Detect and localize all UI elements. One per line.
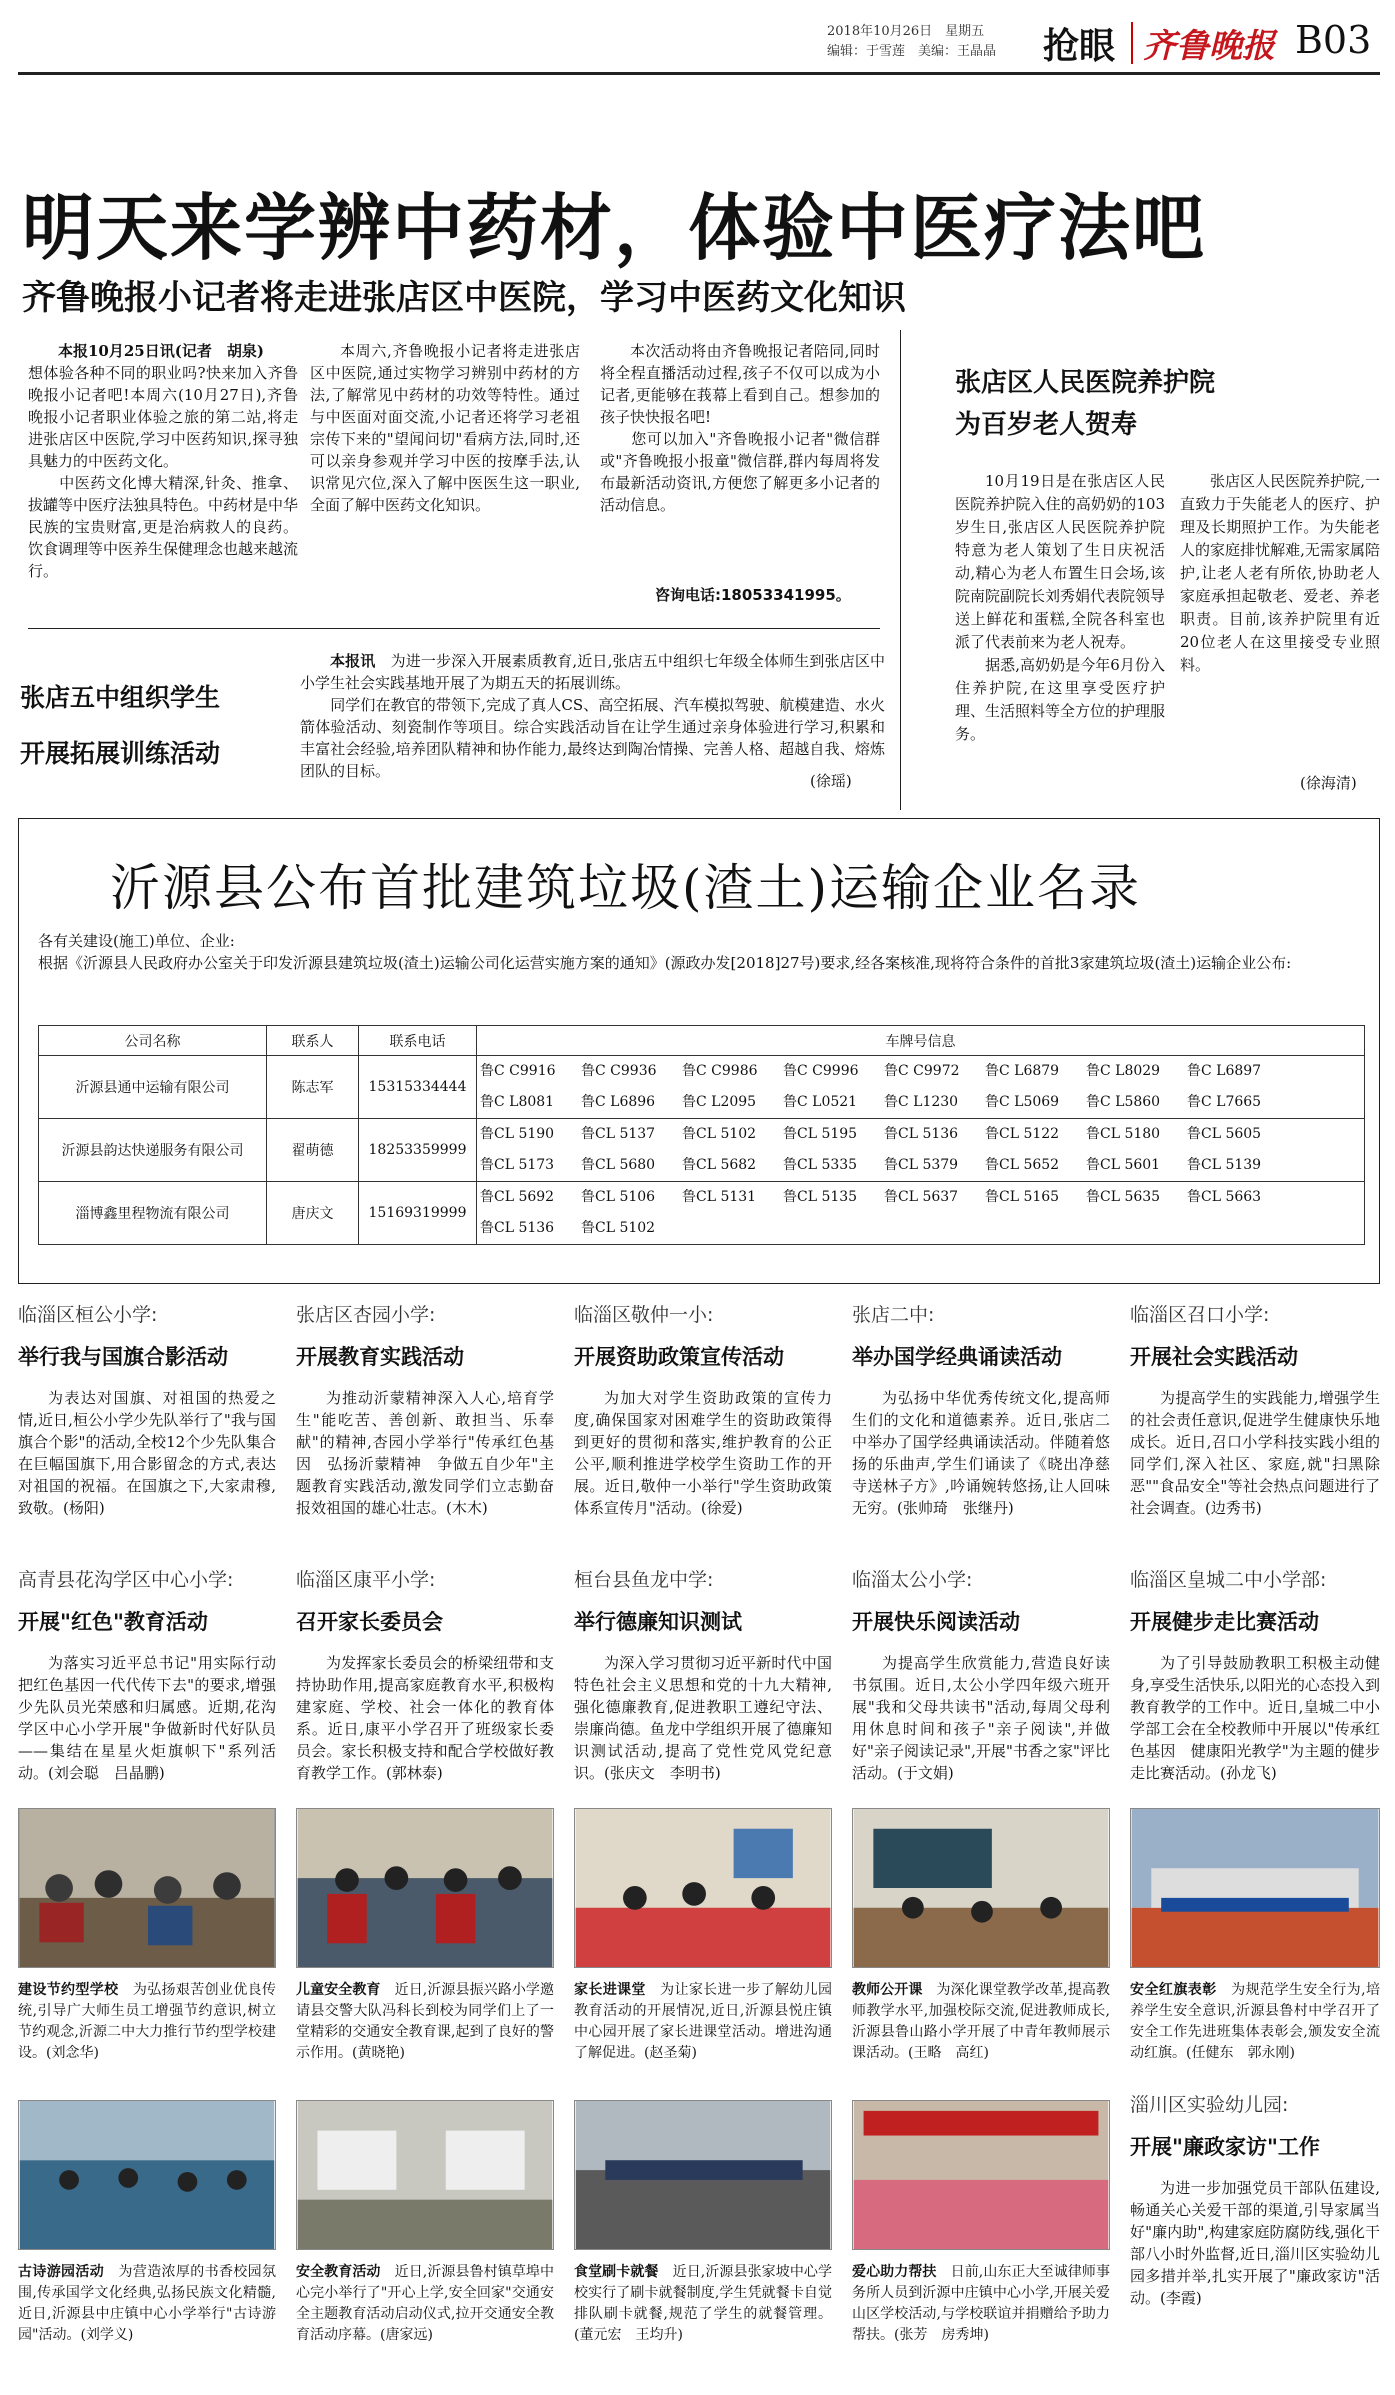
plate: 鲁C L6879 [985,1063,1060,1079]
brief-item [852,1565,1110,1822]
plate: 鲁CL 5122 [985,1126,1060,1142]
contact-phone: 15315334444 [359,1056,477,1119]
hospital-c2: 据悉,高奶奶是今年6月份入住养护院,在这里享受医疗护理、生活照料等全方位的护理服务。 [955,656,1165,743]
plate: 鲁CL 5102 [682,1126,757,1142]
plate: 鲁CL 5635 [1086,1189,1161,1205]
hospital-c1: 10月19日是在张店区人民医院养护院入住的高奶奶的103岁生日,张店区人民医院养护院特意为老人策划了生日庆祝活动,精心为老人布置生日会场,该院南院副院长刘秀娟代表院领导送上鲜花和蛋糕,全院各科室也派了代表前来为老人祝寿。 [955,472,1165,651]
plate: 鲁C L8081 [480,1094,555,1110]
lead-col1 [28,340,298,610]
brief-text: 为提高学生的实践能力,增强学生的社会责任意识,促进学生健康快乐地成长。近日,召口小学科技实践小组的同学们,深入社区、家庭,就"扫黑除恶""食品安全"等社会热点问题进行了社会调查。(边秀书) [1130,1389,1380,1517]
caption-lead: 食堂刷卡就餐 [574,2264,659,2280]
plate: 鲁C L0521 [783,1094,858,1110]
plate: 鲁CL 5173 [480,1157,555,1173]
hospital-title1: 张店区人民医院养护院 [955,368,1216,398]
caption-lead: 教师公开课 [852,1982,923,1998]
brief-school: 临淄区敬仲一小: [574,1304,714,1326]
th-plates: 车牌号信息 [477,1026,1365,1056]
brief-item [1130,1300,1380,1537]
zd5-title2: 开展拓展训练活动 [20,739,221,768]
hospital-divider [900,330,901,810]
zd5-text2: 同学们在教官的带领下,完成了真人CS、高空拓展、汽车模拟驾驶、航模建造、水火箭体验活动、刻瓷制作等项目。综合实践活动旨在让学生通过亲身体验进行学习,积累和丰富社会经验,培养团队精神和协作能力,最终达到陶冶情操、完善人格、超越自我、熔炼团队的目标。 [300,696,885,780]
caption-text: 为让家长进一步了解幼儿园教育活动的开展情况,近日,沂源县悦庄镇中心园开展了家长进课堂活动。增进沟通了解促进。(赵圣菊) [574,1982,832,2061]
plate-list [477,1056,1365,1119]
plate: 鲁C C9916 [480,1063,556,1079]
plate: 鲁CL 5190 [480,1126,555,1142]
plate: 鲁CL 5106 [581,1189,656,1205]
company-name: 淄博鑫里程物流有限公司 [39,1182,267,1245]
table-header [39,1026,1365,1056]
plate: 鲁CL 5637 [884,1189,959,1205]
brief-title: 召开家长委员会 [296,1610,443,1634]
caption-lead: 儿童安全教育 [296,1982,381,1998]
photo-canteen [574,2100,832,2250]
brief-text: 为表达对国旗、对祖国的热爱之情,近日,桓公小学少先队举行了"我与国旗合个影"的活动,全校12个少先队集合在巨幅国旗下,用合影留念的方式,表达对祖国的祝福。在国旗之下,大家肃穆,致敬。(杨阳) [18,1389,276,1517]
caption-lead: 古诗游园活动 [18,2264,105,2280]
brief-text: 为弘扬中华优秀传统文化,提高师生们的文化和道德素养。近日,张店二中举办了国学经典诵读活动。伴随着悠扬的乐曲声,学生们诵读了《晓出净慈寺送林子方》,吟诵婉转悠扬,让人回味无穷。(张帅琦 张继丹) [852,1389,1110,1517]
plate-list [477,1182,1365,1245]
caption-lead: 家长进课堂 [574,1982,646,1998]
hospital-author: (徐海清) [1300,774,1357,792]
lead-p4: 本次活动将由齐鲁晚报记者陪同,同时将全程直播活动过程,孩子不仅可以成为小记者,更能够在莪幕上看到自己。想参加的孩子快快报名吧! [600,342,880,426]
plate: 鲁C C9972 [884,1063,960,1079]
header-divider [1131,22,1133,64]
th-contact: 联系人 [267,1026,359,1056]
plate: 鲁CL 5663 [1187,1189,1262,1205]
notice-text: 根据《沂源县人民政府办公室关于印发沂源县建筑垃圾(渣土)运输公司化运营实施方案的通知》(源政办发[2018]27号)要求,经各案核准,现将符合条件的首批3家建筑垃圾(渣土)运输企业公布: [38,954,1292,972]
caption-text: 为弘扬艰苦创业优良传统,引导广大师生员工增强节约意识,树立节约观念,沂源二中大力推行节约型学校建设。(刘念华) [18,1982,276,2061]
plate: 鲁CL 5379 [884,1157,959,1173]
hospital-col1 [955,470,1165,810]
brief-item [296,1565,554,1822]
brief-school: 临淄区召口小学: [1130,1304,1270,1326]
hospital-c3: 张店区人民医院养护院,一直致力于失能老人的医疗、护理及长期照护工作。为失能老人的家庭排忧解难,无需家属陪护,让老人老有所依,协助老人家庭承担起敬老、爱老、养老职责。目前,该养护院里有近20位老人在这里接受专业照料。 [1180,472,1380,674]
zd5-title1: 张店五中组织学生 [20,683,221,712]
caption-text: 日前,山东正大至诚律师事务所人员到沂源中庄镇中心小学,开展关爱山区学校活动,与学校联谊并捐赠给予助力帮扶。(张芳 房秀坤) [852,2264,1110,2343]
plate-list [477,1119,1365,1182]
photo-caption [18,2262,276,2387]
photo-caption [574,1980,832,2070]
photo-parent-class [574,1808,832,1968]
brief-title: 开展快乐阅读活动 [852,1610,1020,1634]
table-row [39,1056,1365,1119]
table-row [39,1119,1365,1182]
hospital-title2: 为百岁老人贺寿 [955,410,1138,440]
brief-text: 为了引导鼓励教职工积极主动健身,享受生活快乐,以阳光的心态投入到教育教学的工作中。近日,皇城二中小学部工会在全校教师中开展以"传承红色基因 健康阳光教学"为主题的健步走比赛活动。(孙龙飞) [1130,1654,1380,1782]
brief-text: 为发挥家长委员会的桥梁纽带和支持协助作用,提高家庭教育水平,积极构建家庭、学校、社会一体化的教育体系。近日,康平小学召开了班级家长委员会。家长积极支持和配合学校做好教育教学工作。(郭林泰) [296,1654,554,1782]
photo-caption [852,1980,1110,2070]
zd5-text: 为进一步深入开展素质教育,近日,张店五中组织七年级全体师生到张店区中小学生社会实践基地开展了为期五天的拓展训练。 [300,652,885,692]
plate: 鲁C C9996 [783,1063,859,1079]
brief-school: 临淄区皇城二中小学部: [1130,1569,1327,1591]
plate: 鲁C L5860 [1086,1094,1161,1110]
plate: 鲁CL 5131 [682,1189,757,1205]
brief-school: 桓台县鱼龙中学: [574,1569,714,1591]
paper-logo: 齐鲁晚报 [1143,26,1275,65]
photo-caption [574,2262,832,2387]
plate: 鲁C L6896 [581,1094,656,1110]
caption-text: 为规范学生安全行为,培养学生安全意识,沂源县鲁村中学召开了安全工作先进班集体表彰会,颁发安全流动红旗。(任健东 郭永刚) [1130,1982,1380,2061]
contact-phone: 18253359999 [359,1119,477,1182]
plate: 鲁C L7665 [1187,1094,1262,1110]
plate: 鲁CL 5195 [783,1126,858,1142]
plate: 鲁C C9986 [682,1063,758,1079]
brief-school: 临淄太公小学: [852,1569,973,1591]
plate: 鲁CL 5136 [480,1220,555,1236]
photo-classroom [18,1808,276,1968]
company-name: 沂源县通中运输有限公司 [39,1056,267,1119]
plate: 鲁CL 5139 [1187,1157,1262,1173]
brief-item [296,1300,554,1537]
photo-charity [852,2100,1110,2250]
header-rule [18,72,1380,75]
brief-title: 举办国学经典诵读活动 [852,1345,1062,1369]
lead-col2 [310,340,580,610]
photo-safety-class [296,1808,554,1968]
lead-subtitle: 齐鲁晚报小记者将走进张店区中医院，学习中医药文化知识 [22,278,906,318]
brief-item [1130,1565,1380,1822]
caption-lead: 安全红旗表彰 [1130,1982,1217,1998]
table-row [39,1182,1365,1245]
notice-to: 各有关建设(施工)单位、企业: [38,932,235,950]
plate: 鲁CL 5180 [1086,1126,1161,1142]
header-date: 2018年10月26日 星期五 [827,24,985,39]
brief-text: 为进一步加强党员干部队伍建设,畅通关心关爱干部的渠道,引导家属当好"廉内助",构建家庭防腐防线,强化干部八小时外监督,近日,淄川区实验幼儿园多措并举,扎实开展了"廉政家访"活动。(李霞) [1130,2179,1380,2307]
plate: 鲁C L1230 [884,1094,959,1110]
caption-text: 近日,沂源县振兴路小学邀请县交警大队冯科长到校为同学们上了一堂精彩的交通安全教育课,起到了良好的警示作用。(黄晓艳) [296,1982,554,2061]
contact-name: 翟萌德 [267,1119,359,1182]
lead-col3 [600,340,880,580]
brief-text: 为深入学习贯彻习近平新时代中国特色社会主义思想和党的十九大精神,强化德廉教育,促进教职工遵纪守法、崇廉尚德。鱼龙中学组织开展了德廉知识测试活动,提高了党性党风党纪意识。(张庆文 李明书) [574,1654,832,1782]
lead-p2: 中医药文化博大精深,针灸、推拿、拔罐等中医疗法独具特色。中药材是中华民族的宝贵财富,更是治病救人的良药。饮食调理等中医养生保健理念也越来越流行。 [28,474,298,580]
photo-caption [296,2262,554,2387]
plate: 鲁CL 5135 [783,1189,858,1205]
photo-caption [852,2262,1110,2387]
contact-name: 唐庆文 [267,1182,359,1245]
hospital-col2 [1180,470,1380,810]
plate: 鲁CL 5136 [884,1126,959,1142]
brief-title: 举行我与国旗合影活动 [18,1345,228,1369]
th-phone: 联系电话 [359,1026,477,1056]
zd5-lead: 本报讯 [330,652,376,670]
zd5-body [300,650,885,790]
company-name: 沂源县韵达快递服务有限公司 [39,1119,267,1182]
caption-text: 近日,沂源县鲁村镇草埠中心完小举行了"开心上学,安全回家"交通安全主题教育活动启动仪式,拉开交通安全教育活动序幕。(唐家远) [296,2264,554,2343]
caption-text: 近日,沂源县张家坡中心学校实行了刷卡就餐制度,学生凭就餐卡自觉排队刷卡就餐,规范了学生的就餐管理。(董元宏 王均升) [574,2264,832,2343]
header-editor: 编辑：于雪莲 美编：王晶晶 [827,44,997,59]
brief-school: 高青县花沟学区中心小学: [18,1569,234,1591]
brief-text: 为推动沂蒙精神深入人心,培育学生"能吃苦、善创新、敢担当、乐奉献"的精神,杏园小学举行"传承红色基因 弘扬沂蒙精神 争做五自少年"主题教育实践活动,激发同学们立志勤奋报效祖国的雄心壮志。(木木) [296,1389,554,1517]
brief-school: 临淄区康平小学: [296,1569,436,1591]
contact-phone: 15169319999 [359,1182,477,1245]
page-number: B03 [1295,18,1372,62]
plate: 鲁CL 5137 [581,1126,656,1142]
lead-title: 明天来学辨中药材，体验中医疗法吧 [22,186,1207,270]
lead-p3: 本周六,齐鲁晚报小记者将走进张店区中医院,通过实物学习辨别中药材的方法,了解常见中药材的功效等特性。通过与中医面对面交流,小记者还将学习老祖宗传下来的"望闻问切"看病方法,同时,还可以亲身参观并学习中医的按摩手法,认识常见穴位,深入了解中医医生这一职业,全面了解中医药文化知识。 [310,342,580,514]
photo-safety-event [296,2100,554,2250]
lead-byline: 本报10月25日讯(记者 胡泉) [58,342,264,360]
plate: 鲁CL 5601 [1086,1157,1161,1173]
brief-school: 临淄区桓公小学: [18,1304,158,1326]
plate: 鲁CL 5335 [783,1157,858,1173]
brief-item [18,1300,276,1537]
lead-bottom-rule [28,628,880,629]
caption-lead: 爱心助力帮扶 [852,2264,937,2280]
brief-title: 开展教育实践活动 [296,1345,464,1369]
caption-text: 为深化课堂教学改革,提高教师教学水平,加强校际交流,促进教师成长,沂源县鲁山路小学开展了中青年教师展示课活动。(王略 高红) [852,1982,1110,2061]
photo-poetry [18,2100,276,2250]
plate: 鲁C C9936 [581,1063,657,1079]
plate: 鲁C L5069 [985,1094,1060,1110]
notice-title: 沂源县公布首批建筑垃圾(渣土)运输企业名录 [110,859,1142,917]
plate: 鲁C L6897 [1187,1063,1262,1079]
th-company: 公司名称 [39,1026,267,1056]
photo-safety-award [1130,1808,1380,1968]
brief-item [574,1300,832,1537]
brief-title: 开展社会实践活动 [1130,1345,1298,1369]
plate: 鲁CL 5652 [985,1157,1060,1173]
brief-text: 为落实习近平总书记"用实际行动把红色基因一代代传下去"的要求,增强少先队员光荣感和归属感。近期,花沟学区中心小学开展"争做新时代好队员——集结在星星火炬旗帜下"系列活动。(刘会聪 吕晶鹏) [18,1654,276,1782]
brief-item [1130,2090,1380,2377]
photo-caption [296,1980,554,2070]
brief-school: 张店区杏园小学: [296,1304,436,1326]
brief-text: 为提高学生欣赏能力,营造良好读书氛围。近日,太公小学四年级六班开展"我和父母共读书"活动,每周父母利用休息时间和孩子"亲子阅读",并做好"亲子阅读记录",开展"书香之家"评比活动。(于文娟) [852,1654,1110,1782]
lead-p5: 您可以加入"齐鲁晚报小记者"微信群或"齐鲁晚报小报童"微信群,群内每周将发布最新活动资讯,方便您了解更多小记者的活动信息。 [600,430,880,514]
zd5-author: (徐瑶) [810,772,852,790]
plate: 鲁C L2095 [682,1094,757,1110]
brief-item [574,1565,832,1822]
notice-table [38,1025,1365,1245]
brief-title: 开展健步走比赛活动 [1130,1610,1319,1634]
brief-title: 开展"红色"教育活动 [18,1610,208,1634]
lead-phone: 咨询电话:18053341995。 [655,586,851,604]
plate: 鲁C L8029 [1086,1063,1161,1079]
plate: 鲁CL 5102 [581,1220,656,1236]
brief-text: 为加大对学生资助政策的宣传力度,确保国家对困难学生的资助政策得到更好的贯彻和落实,维护教育的公正公平,顺利推进学校学生资助工作的开展。近日,敬仲一小举行"学生资助政策体系宣传月"活动。(徐爱) [574,1389,832,1517]
plate: 鲁CL 5605 [1187,1126,1262,1142]
section-title: 抢眼 [1043,26,1116,67]
caption-text: 为营造浓厚的书香校园氛围,传承国学文化经典,弘扬民族文化精髓,近日,沂源县中庄镇中心小学举行"古诗游园"活动。(刘学义) [18,2264,276,2343]
brief-title: 开展"廉政家访"工作 [1130,2135,1320,2159]
caption-lead: 建设节约型学校 [18,1982,119,1998]
brief-school: 张店二中: [852,1304,935,1326]
plate: 鲁CL 5680 [581,1157,656,1173]
plate: 鲁CL 5165 [985,1189,1060,1205]
photo-open-class [852,1808,1110,1968]
brief-title: 开展资助政策宣传活动 [574,1345,784,1369]
brief-item [18,1565,276,1822]
brief-title: 举行德廉知识测试 [574,1610,742,1634]
plate: 鲁CL 5692 [480,1189,555,1205]
brief-school: 淄川区实验幼儿园: [1130,2094,1289,2116]
photo-caption [18,1980,276,2070]
contact-name: 陈志军 [267,1056,359,1119]
lead-p1: 想体验各种不同的职业吗?快来加入齐鲁晚报小记者吧!本周六(10月27日),齐鲁晚报小记者职业体验之旅的第二站,将走进张店区中医院,学习中医药知识,探寻独具魅力的中医药文化。 [28,364,298,470]
photo-caption [1130,1980,1380,2070]
plate: 鲁CL 5682 [682,1157,757,1173]
caption-lead: 安全教育活动 [296,2264,381,2280]
brief-item [852,1300,1110,1537]
